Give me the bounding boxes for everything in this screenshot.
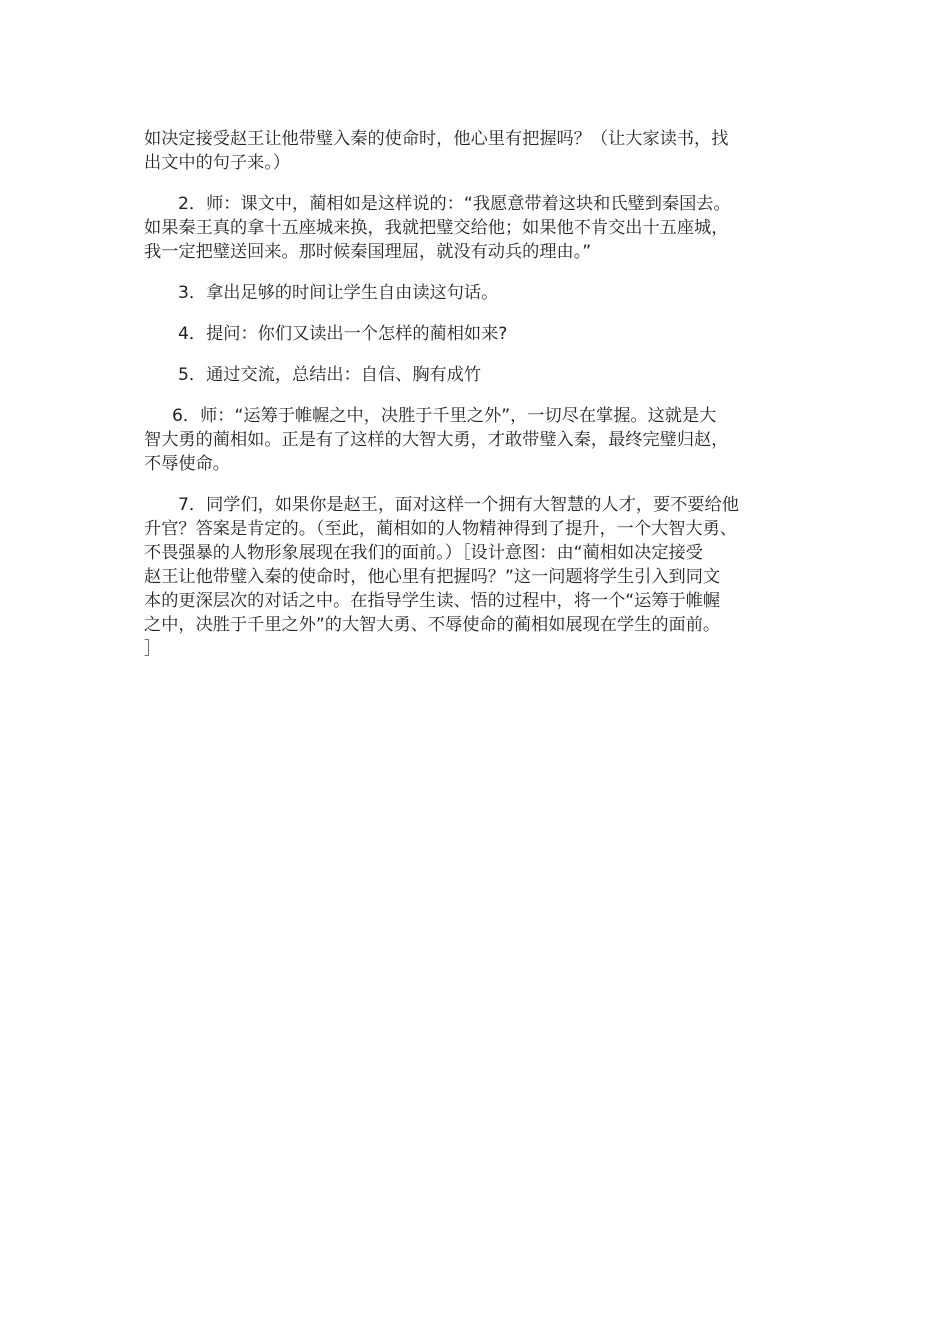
text-line: 如决定接受赵王让他带璧入秦的使命时，他心里有把握吗？（让大家读书，找 [144,129,729,149]
text-line: 智大勇的蔺相如。正是有了这样的大智大勇，才敢带璧入秦，最终完璧归赵， [144,430,729,450]
text-line: 之中，决胜于千里之外”的大智大勇、不辱使命的蔺相如展现在学生的面前。 [144,615,721,635]
paragraph-item-6 [144,404,808,476]
text-line: 5．通过交流，总结出：自信、胸有成竹 [178,365,482,385]
paragraph-item-4 [144,322,808,346]
text-line: ］ [144,639,162,659]
text-line: 不辱使命。 [144,454,230,474]
text-line: 6．师：“运筹于帷幄之中，决胜于千里之外”，一切尽在掌握。这就是大 [172,406,717,426]
text-line: 如果秦王真的拿十五座城来换，我就把璧交给他；如果他不肯交出十五座城， [144,218,729,238]
text-line: 4．提问：你们又读出一个怎样的蔺相如来? [178,324,508,344]
text-line: 不畏强暴的人物形象展现在我们的面前。）［设计意图：由“蔺相如决定接受 [144,543,703,563]
paragraph-item-3 [144,281,808,305]
text-line: 3．拿出足够的时间让学生自由读这句话。 [178,283,499,303]
text-line: 我一定把璧送回来。那时候秦国理屈，就没有动兵的理由。” [144,242,592,262]
text-line: 赵王让他带璧入秦的使命时，他心里有把握吗？”这一问题将学生引入到同文 [144,567,721,587]
paragraph-intro [144,127,808,175]
text-line: 出文中的句子来。） [144,153,291,173]
document-page [144,127,808,678]
paragraph-item-2 [144,192,808,264]
text-line: 升官？答案是肯定的。（至此，蔺相如的人物精神得到了提升，一个大智大勇、 [144,519,737,539]
text-line: 7．同学们，如果你是赵王，面对这样一个拥有大智慧的人才，要不要给他 [178,495,739,515]
paragraph-item-7 [144,493,808,661]
paragraph-item-5 [144,363,808,387]
text-line: 本的更深层次的对话之中。在指导学生读、悟的过程中，将一个“运筹于帷幄 [144,591,721,611]
text-line: 2．师：课文中，蔺相如是这样说的：“我愿意带着这块和氏璧到秦国去。 [178,194,731,214]
